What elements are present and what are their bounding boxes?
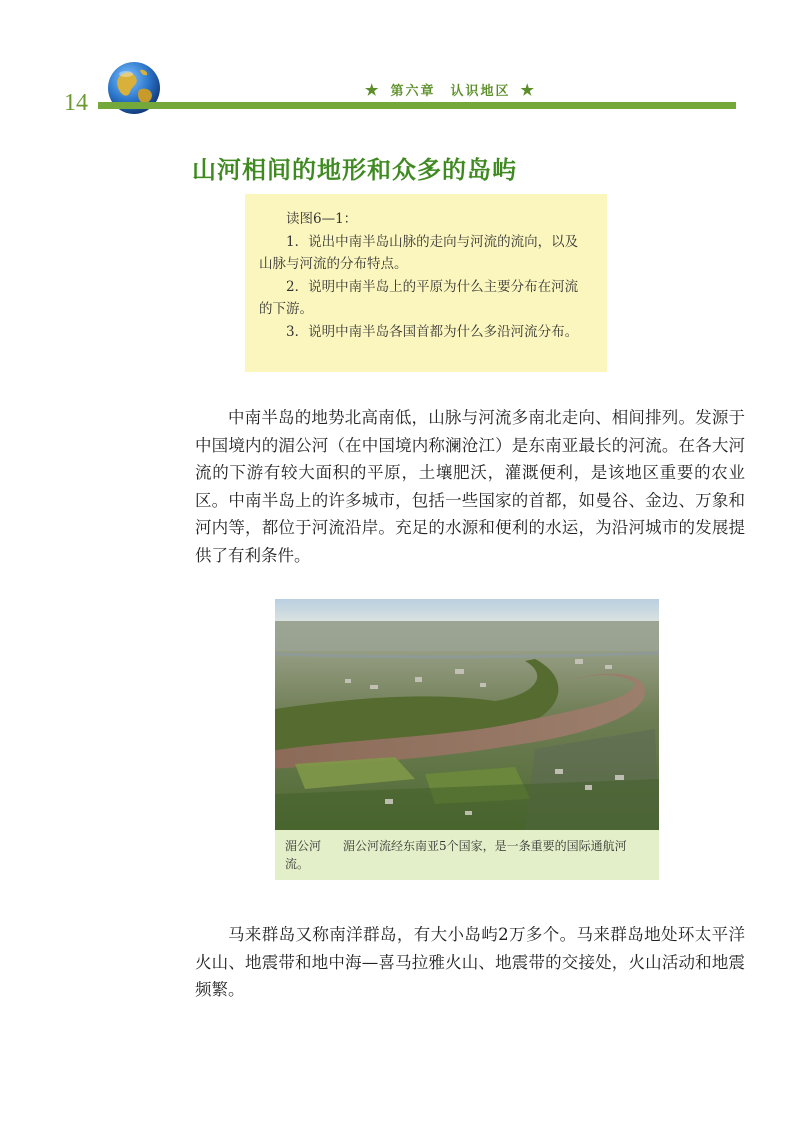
star-icon: ★	[365, 80, 381, 99]
activity-item: 3．说明中南半岛各国首都为什么多沿河流分布。	[286, 323, 579, 340]
section-title: 山河相间的地形和众多的岛屿	[192, 156, 517, 184]
page-number: 14	[64, 90, 88, 116]
body-paragraph: 中南半岛的地势北高南低，山脉与河流多南北走向、相间排列。发源于中国境内的湄公河（在中国境内称澜沧江）是东南亚最长的河流。在各大河流的下游有较大面积的平原，土壤肥沃，灌溉便利，是该地区重要的农业区。中南半岛上的许多城市，包括一些国家的首都，如曼谷、金边、万象和河内等，都位于河流沿岸。充足的水源和便利的水运，为沿河城市的发展提供了有利条件。	[195, 408, 745, 565]
chapter-title: 第六章 认识地区	[390, 84, 511, 99]
body-paragraph: 马来群岛又称南洋群岛，有大小岛屿2万多个。马来群岛地处环太平洋火山、地震带和地中海—喜马拉雅火山、地震带的交接处，火山活动和地震频繁。	[195, 925, 745, 999]
activity-item: 1．说出中南半岛山脉的走向与河流的流向，以及山脉与河流的分布特点。	[259, 233, 579, 272]
activity-box	[245, 194, 607, 372]
chapter-header	[365, 80, 536, 99]
header-bar	[98, 102, 736, 109]
activity-intro: 读图6—1：	[286, 211, 358, 227]
activity-item: 2．说明中南半岛上的平原为什么主要分布在河流的下游。	[259, 278, 579, 317]
star-icon: ★	[520, 80, 536, 99]
mekong-river-photo	[275, 599, 659, 830]
photo-caption	[275, 830, 659, 880]
caption-title: 湄公河	[285, 839, 322, 853]
caption-text: 湄公河流经东南亚5个国家，是一条重要的国际通航河流。	[285, 839, 627, 871]
